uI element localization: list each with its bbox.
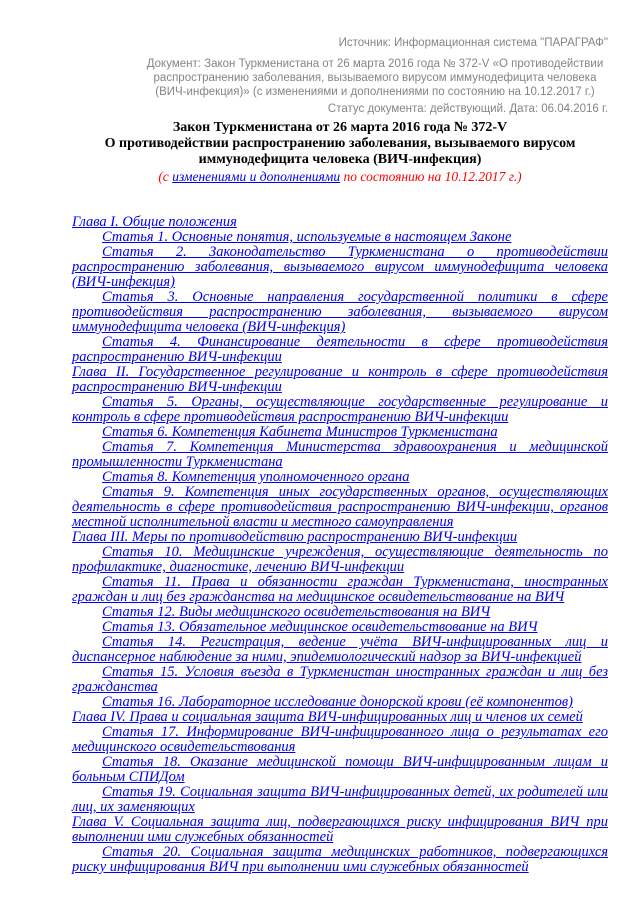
toc-link[interactable]: Статья 5. Органы, осуществляющие государственные регулирование и контроль в сфере противодействия распространению ВИЧ-инфекции: [72, 394, 608, 425]
toc-link[interactable]: Статья 16. Лабораторное исследование донорской крови (её компонентов): [102, 694, 573, 710]
toc-entry-article: [72, 470, 608, 485]
toc-link[interactable]: Статья 7. Компетенция Министерства здравоохранения и медицинской промышленности Туркменистана: [72, 439, 608, 470]
toc-entry-article: [72, 635, 608, 665]
toc-entry-article: [72, 620, 608, 635]
document-description-line: Документ: Закон Туркменистана от 26 марта 2016 года № 372-V «О противодействии распространению заболевания, вызываемого вирусом иммунодефицита человека (ВИЧ-инфекция)» (с изменениями и дополнениями по состоянию на 10.12.2017 г.): [146, 58, 604, 98]
law-title-name-line: О противодействии распространению заболевания, вызываемого вирусом иммунодефицита человека (ВИЧ-инфекция): [104, 136, 576, 167]
amendment-note: [72, 169, 608, 185]
toc-link[interactable]: Статья 20. Социальная защита медицинских работников, подвергающихся риску инфицирования ВИЧ при выполнении ими служебных обязанностей: [72, 844, 608, 875]
toc-entry-article: [72, 230, 608, 245]
toc-link[interactable]: Статья 2. Законодательство Туркменистана о противодействии распространению заболевания, вызываемого вирусом иммунодефицита человека (ВИЧ-инфекция): [72, 244, 608, 290]
toc-link[interactable]: Статья 14. Регистрация, ведение учёта ВИЧ-инфицированных лиц и диспансерное наблюдение за ними, эпидемиологический надзор за ВИЧ-инфекцией: [72, 634, 608, 665]
toc-entry-article: [72, 605, 608, 620]
toc-link[interactable]: Статья 13. Обязательное медицинское освидетельствование на ВИЧ: [102, 619, 538, 635]
toc-link[interactable]: Статья 10. Медицинские учреждения, осуществляющие деятельность по профилактике, диагностике, лечению ВИЧ-инфекции: [72, 544, 608, 575]
paragraf-info-header: [72, 37, 608, 116]
toc-link[interactable]: Статья 3. Основные направления государственной политики в сфере противодействия распространению заболевания, вызываемого вирусом иммунодефицита человека (ВИЧ-инфекция): [72, 289, 608, 335]
toc-entry-chapter: [72, 530, 608, 545]
toc-link[interactable]: Статья 9. Компетенция иных государственных органов, осуществляющих деятельность в сфере противодействия распространению ВИЧ-инфекции, органов местной исполнительной власти и местного самоуправления: [72, 484, 608, 530]
toc-link[interactable]: Глава IV. Права и социальная защита ВИЧ-инфицированных лиц и членов их семей: [72, 709, 583, 725]
law-title: [72, 120, 608, 168]
toc-entry-article: [72, 785, 608, 815]
toc-link[interactable]: Статья 12. Виды медицинского освидетельствования на ВИЧ: [102, 604, 491, 620]
amendments-link[interactable]: изменениями и дополнениями: [172, 169, 341, 184]
toc-entry-article: [72, 485, 608, 530]
toc-entry-article: [72, 755, 608, 785]
toc-entry-article: [72, 845, 608, 875]
source-line: Источник: Информационная система "ПАРАГРАФ": [338, 37, 608, 49]
law-title-number-line: Закон Туркменистана от 26 марта 2016 года № 372-V: [172, 120, 508, 135]
toc-link[interactable]: Глава I. Общие положения: [72, 214, 237, 230]
toc-link[interactable]: Глава II. Государственное регулирование и контроль в сфере противодействия распространению ВИЧ-инфекции: [72, 364, 608, 395]
toc-entry-article: [72, 575, 608, 605]
toc-link[interactable]: Статья 17. Информирование ВИЧ-инфицированного лица о результатах его медицинского освидетельствования: [72, 724, 608, 755]
toc-link[interactable]: Статья 6. Компетенция Кабинета Министров Туркменистана: [102, 424, 498, 440]
toc-entry-article: [72, 335, 608, 365]
toc-link[interactable]: Статья 1. Основные понятия, используемые в настоящем Законе: [102, 229, 512, 245]
toc-link[interactable]: Статья 15. Условия въезда в Туркменистан иностранных граждан и лиц без гражданства: [72, 664, 608, 695]
toc-entry-chapter: [72, 365, 608, 395]
toc-entry-article: [72, 725, 608, 755]
toc-entry-article: [72, 290, 608, 335]
toc-link[interactable]: Статья 4. Финансирование деятельности в сфере противодействия распространению ВИЧ-инфекции: [72, 334, 608, 365]
toc-link[interactable]: Глава V. Социальная защита лиц, подвергающихся риску инфицирования ВИЧ при выполнении ими служебных обязанностей: [72, 814, 608, 845]
toc-link[interactable]: Статья 18. Оказание медицинской помощи ВИЧ-инфицированным лицам и больным СПИДом: [72, 754, 608, 785]
toc-link[interactable]: Статья 11. Права и обязанности граждан Туркменистана, иностранных граждан и лиц без гражданства на медицинское освидетельствование на ВИЧ: [72, 574, 608, 605]
toc-entry-article: [72, 545, 608, 575]
toc-link[interactable]: Глава III. Меры по противодействию распространению ВИЧ-инфекции: [72, 529, 518, 545]
amendment-prefix-text: (с: [158, 169, 173, 184]
toc-entry-article: [72, 425, 608, 440]
toc-link[interactable]: Статья 8. Компетенция уполномоченного органа: [102, 469, 410, 485]
toc-entry-article: [72, 440, 608, 470]
toc-link[interactable]: Статья 19. Социальная защита ВИЧ-инфицированных детей, их родителей или лиц, их заменяющих: [72, 784, 608, 815]
table-of-contents: [72, 215, 608, 875]
toc-entry-chapter: [72, 215, 608, 230]
toc-entry-article: [72, 245, 608, 290]
amendment-suffix-text: по состоянию на 10.12.2017 г.): [340, 169, 522, 184]
toc-entry-article: [72, 695, 608, 710]
toc-entry-article: [72, 665, 608, 695]
toc-entry-article: [72, 395, 608, 425]
status-line: Статус документа: действующий. Дата: 06.04.2016 г.: [327, 103, 608, 115]
toc-entry-chapter: [72, 815, 608, 845]
toc-entry-chapter: [72, 710, 608, 725]
